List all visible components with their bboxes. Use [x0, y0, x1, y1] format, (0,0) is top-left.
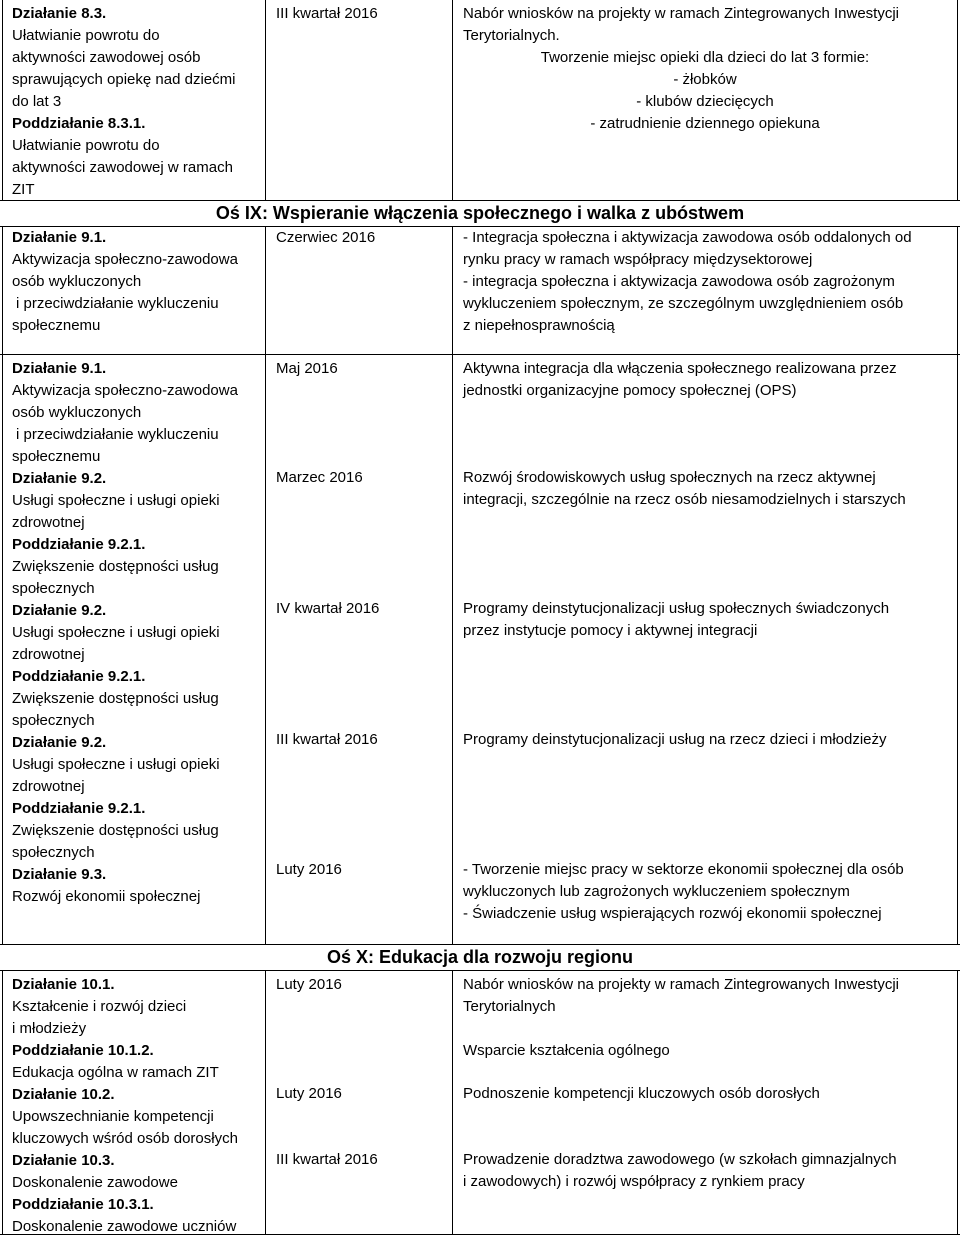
subaction-title: Zwiększenie dostępności usług [12, 822, 219, 839]
action-title: i przeciwdziałanie wykluczeniu [16, 426, 219, 443]
action-title: Aktywizacja społeczno-zawodowa [12, 382, 238, 399]
date: IV kwartał 2016 [276, 600, 380, 617]
vrule-right [957, 970, 958, 1235]
action-title: i przeciwdziałanie wykluczeniu [16, 295, 219, 312]
subaction-title: społecznych [12, 580, 95, 597]
description-line: Programy deinstytucjonalizacji usług na rzecz dzieci i młodzieży [463, 731, 887, 748]
date-cell [276, 358, 456, 380]
description-cell [463, 974, 953, 1062]
action-heading: Działanie 8.3. [12, 5, 107, 22]
description-line: Terytorialnych. [463, 27, 560, 44]
date: Czerwiec 2016 [276, 229, 376, 246]
action-title: społecznemu [12, 448, 101, 465]
date-cell [276, 1083, 456, 1105]
description-line: - żłobków [673, 71, 737, 88]
description-line: Prowadzenie doradztwa zawodowego (w szkołach gimnazjalnych [463, 1151, 897, 1168]
subaction-heading: Poddziałanie 10.1.2. [12, 1042, 154, 1059]
description-line: Wsparcie kształcenia ogólnego [463, 1042, 670, 1059]
action-heading: Działanie 10.2. [12, 1086, 115, 1103]
action-title: zdrowotnej [12, 514, 85, 531]
description-line: - Świadczenie usług wspierających rozwój ekonomii społecznej [463, 905, 882, 922]
subaction-heading: Poddziałanie 9.2.1. [12, 800, 146, 817]
description-cell [463, 598, 953, 642]
date: Marzec 2016 [276, 469, 363, 486]
description-line: Aktywna integracja dla włączenia społecznego realizowana przez [463, 360, 897, 377]
action-heading: Działanie 9.2. [12, 602, 107, 619]
action-title: Usługi społeczne i usługi opieki [12, 492, 220, 509]
subaction-title: społecznych [12, 712, 95, 729]
description-line: i zawodowych) i rozwój współpracy z rynkiem pracy [463, 1173, 805, 1190]
action-8-3-cell [12, 3, 262, 201]
description-cell [463, 1083, 953, 1105]
date: III kwartał 2016 [276, 731, 378, 748]
description-cell [463, 358, 953, 402]
date: Maj 2016 [276, 360, 338, 377]
subaction-title: społecznych [12, 844, 95, 861]
action-heading: Działanie 9.1. [12, 229, 107, 246]
description-line: - Tworzenie miejsc pracy w sektorze ekonomii społecznej dla osób [463, 861, 904, 878]
vrule-left [2, 970, 3, 1235]
description-cell [463, 3, 953, 47]
action-heading: Działanie 10.3. [12, 1152, 115, 1169]
action-9-1-cell [12, 227, 262, 337]
action-title: Rozwój ekonomii społecznej [12, 888, 201, 905]
date-cell [276, 1149, 456, 1171]
action-title: Kształcenie i rozwój dzieci [12, 998, 187, 1015]
action-title: osób wykluczonych [12, 404, 142, 421]
description-line: Podnoszenie kompetencji kluczowych osób dorosłych [463, 1085, 820, 1102]
description-line: Nabór wniosków na projekty w ramach Zintegrowanych Inwestycji [463, 976, 900, 993]
action-title: Usługi społeczne i usługi opieki [12, 624, 220, 641]
subaction-heading: Poddziałanie 8.3.1. [12, 115, 146, 132]
description-cell [463, 1149, 953, 1193]
vrule-col1 [265, 970, 266, 1235]
description-line: wykluczonych lub zagrożonych wykluczeniem społecznym [463, 883, 850, 900]
subaction-heading: Poddziałanie 10.3.1. [12, 1196, 154, 1213]
rule-axis10-header-bottom [0, 970, 960, 971]
description-line [463, 1018, 953, 1040]
description-cell [463, 729, 953, 751]
date: Luty 2016 [276, 976, 342, 993]
action-title: społecznemu [12, 317, 101, 334]
vrule-left [2, 0, 3, 201]
description-line: integracji, szczególnie na rzecz osób niesamodzielnych i starszych [463, 491, 906, 508]
action-title: Usługi społeczne i usługi opieki [12, 756, 220, 773]
action-title: osób wykluczonych [12, 273, 142, 290]
action-title: sprawujących opiekę nad dziećmi [12, 71, 236, 88]
description-line: rynku pracy w ramach współpracy międzysektorowej [463, 251, 813, 268]
date: III kwartał 2016 [276, 1151, 378, 1168]
subaction-title: Zwiększenie dostępności usług [12, 690, 219, 707]
action-heading: Działanie 10.1. [12, 976, 115, 993]
action-heading: Działanie 9.1. [12, 360, 107, 377]
subaction-title: Edukacja ogólna w ramach ZIT [12, 1064, 219, 1081]
action-title: Upowszechnianie kompetencji [12, 1108, 214, 1125]
axis-10-title: Oś X: Edukacja dla rozwoju regionu [326, 947, 634, 967]
date-cell [276, 227, 456, 249]
action-title: aktywności zawodowej osób [12, 49, 201, 66]
vrule-right [957, 226, 958, 945]
actions-9-cell [12, 358, 262, 908]
action-heading: Działanie 9.2. [12, 734, 107, 751]
date-cell [276, 974, 456, 996]
description-cell [463, 227, 953, 337]
action-heading: Działanie 9.3. [12, 866, 107, 883]
date-cell [276, 598, 456, 620]
description-centered-cell [457, 47, 953, 135]
action-heading: Działanie 9.2. [12, 470, 107, 487]
description-line: jednostki organizacyjne pomocy społecznej (OPS) [463, 382, 797, 399]
actions-10-cell [12, 974, 262, 1238]
description-line: - zatrudnienie dziennego opiekuna [590, 115, 820, 132]
vrule-col1 [265, 0, 266, 201]
description-line: Rozwój środowiskowych usług społecznych na rzecz aktywnej [463, 469, 876, 486]
date: III kwartał 2016 [276, 5, 378, 22]
action-title: do lat 3 [12, 93, 62, 110]
date-cell [276, 3, 456, 25]
date-cell [276, 729, 456, 751]
description-line: - klubów dziecięcych [636, 93, 774, 110]
description-line: Programy deinstytucjonalizacji usług społecznych świadczonych [463, 600, 890, 617]
date: Luty 2016 [276, 861, 342, 878]
date-cell [276, 859, 456, 881]
subaction-title: Zwiększenie dostępności usług [12, 558, 219, 575]
subaction-heading: Poddziałanie 9.2.1. [12, 536, 146, 553]
subaction-heading: Poddziałanie 9.2.1. [12, 668, 146, 685]
vrule-col2 [452, 0, 453, 201]
vrule-left [2, 226, 3, 945]
date-cell [276, 467, 456, 489]
description-line: z niepełnosprawnością [463, 317, 615, 334]
action-title: zdrowotnej [12, 646, 85, 663]
description-line: wykluczeniem społecznym, ze szczególnym uwzględnieniem osób [463, 295, 904, 312]
axis-9-title: Oś IX: Wspieranie włączenia społecznego i walka z ubóstwem [215, 203, 745, 223]
vrule-right [957, 0, 958, 201]
action-title: kluczowych wśród osób dorosłych [12, 1130, 238, 1147]
description-cell [463, 859, 953, 925]
rule-axis10-top [0, 944, 960, 945]
description-cell [463, 467, 953, 511]
description-line: Terytorialnych [463, 998, 556, 1015]
subaction-title: ZIT [12, 181, 35, 198]
action-title: Aktywizacja społeczno-zawodowa [12, 251, 238, 268]
description-line: przez instytucje pomocy i aktywnej integracji [463, 622, 758, 639]
subaction-title: Doskonalenie zawodowe uczniów [12, 1218, 237, 1235]
vrule-col1 [265, 226, 266, 945]
description-line: - Integracja społeczna i aktywizacja zawodowa osób oddalonych od [463, 229, 912, 246]
action-title: zdrowotnej [12, 778, 85, 795]
action-title: i młodzieży [12, 1020, 87, 1037]
rule-ax9-row1-bottom [0, 354, 960, 355]
action-title: Ułatwianie powrotu do [12, 27, 160, 44]
description-line: - integracja społeczna i aktywizacja zawodowa osób zagrożonym [463, 273, 895, 290]
subaction-title: aktywności zawodowej w ramach [12, 159, 233, 176]
action-title: Doskonalenie zawodowe [12, 1174, 178, 1191]
vrule-col2 [452, 226, 453, 945]
subaction-title: Ułatwianie powrotu do [12, 137, 160, 154]
description-line: Nabór wniosków na projekty w ramach Zintegrowanych Inwestycji [463, 5, 900, 22]
description-line: Tworzenie miejsc opieki dla dzieci do lat 3 formie: [540, 49, 870, 66]
date: Luty 2016 [276, 1085, 342, 1102]
